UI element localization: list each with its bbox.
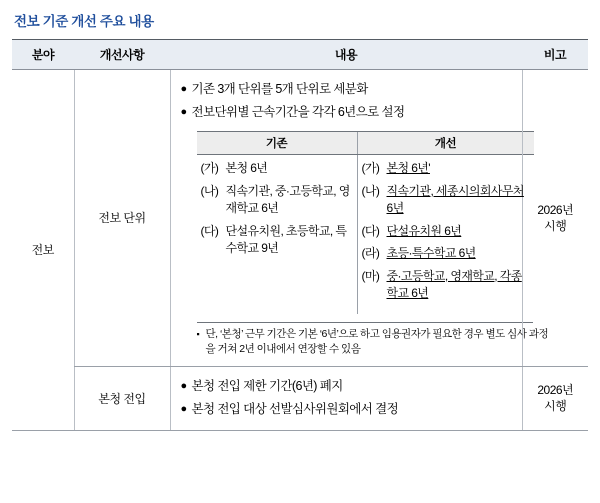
- cell-content-head-office-transfer: [170, 366, 522, 430]
- list-item: [362, 245, 528, 263]
- bullet-text: 전보단위별 근속기간을 각각 6년으로 설정: [191, 105, 405, 119]
- bullet-list: [177, 74, 516, 129]
- note-line-2: 시행: [544, 218, 567, 233]
- cell-item-head-office-transfer: 본청 전입: [74, 366, 170, 430]
- bullet-dot-icon: ●: [180, 402, 187, 415]
- footnote-text: 단, ‘본청’ 근무 기간은 기본 ‘6년’으로 하고 임용권자가 필요한 경우 별도 심사 과정을 거쳐 2년 이내에서 연장할 수 있음: [205, 327, 549, 355]
- column-header-field: 분야: [12, 40, 74, 70]
- bullet-list: [177, 371, 516, 426]
- bullet-text: 기존 3개 단위를 5개 단위로 세분화: [191, 82, 368, 96]
- cell-note-head-office-transfer: [522, 366, 588, 430]
- comparison-table-body: [197, 155, 534, 314]
- note-line-2: 시행: [544, 399, 567, 413]
- table-row: [12, 70, 588, 367]
- bullet-dot-icon: ●: [180, 106, 187, 118]
- table-row: [12, 366, 588, 430]
- list-item-text: 본청 6년': [386, 161, 430, 175]
- note-line-1: 2026년: [537, 202, 574, 217]
- bullet-item: [181, 378, 516, 394]
- list-item-label: (가): [200, 161, 219, 175]
- footnote-dot-icon: ▪: [196, 328, 200, 339]
- bullet-text: 본청 전입 제한 기간(6년) 폐지: [191, 378, 343, 393]
- list-item-text: 단설유치원, 초등학교, 특수학교 9년: [225, 223, 347, 255]
- footnote-divider: [197, 322, 533, 323]
- footnote: [197, 327, 549, 357]
- comparison-table-header: [197, 132, 534, 155]
- bullet-item: [181, 104, 516, 120]
- comparison-header-after: 개선: [357, 132, 534, 155]
- note-line-1: 2026년: [537, 383, 574, 397]
- list-item-text: 직속기관, 중·고등학교, 영재학교 6년: [225, 183, 350, 215]
- list-item-label: (마): [361, 268, 380, 283]
- list-item: [362, 268, 528, 303]
- cell-before-list: [197, 155, 358, 314]
- list-item-label: (다): [361, 223, 380, 238]
- list-item-text: 초등·특수학교 6년: [386, 246, 476, 260]
- comparison-row: [197, 155, 534, 314]
- column-header-item: 개선사항: [74, 40, 170, 70]
- bullet-item: [181, 401, 516, 417]
- list-item: [362, 183, 528, 218]
- column-header-note: 비고: [522, 40, 588, 70]
- table-header-row: [12, 40, 588, 70]
- cell-item-transfer-unit: 전보 단위: [74, 70, 170, 367]
- comparison-header-before: 기존: [197, 132, 358, 155]
- bullet-text: 본청 전입 대상 선발심사위원회에서 결정: [191, 401, 399, 416]
- list-item-label: (가): [361, 161, 380, 175]
- list-item-text: 단설유치원 6년: [386, 223, 462, 238]
- column-header-content: 내용: [170, 40, 522, 70]
- bullet-dot-icon: ●: [180, 379, 187, 392]
- page-title: 전보 기준 개선 주요 내용: [14, 14, 154, 29]
- table-body: [12, 70, 588, 431]
- improvement-table: [12, 39, 588, 431]
- list-item-label: (나): [200, 183, 219, 198]
- list-item: [201, 183, 351, 218]
- comparison-table: [197, 131, 534, 314]
- cell-content-transfer-unit: [170, 70, 549, 367]
- cell-after-list: [357, 155, 534, 314]
- list-item: [362, 223, 528, 241]
- list-item: [201, 223, 351, 258]
- list-item: [201, 160, 351, 178]
- table-header: [12, 40, 588, 70]
- list-item-label: (라): [361, 246, 380, 260]
- list-item-text: 본청 6년: [225, 161, 268, 175]
- cell-note-transfer-unit: [522, 70, 588, 367]
- comparison-header-row: [197, 132, 534, 155]
- list-item-text: 직속기관, 세종시의회사무처 6년: [386, 183, 524, 215]
- bullet-dot-icon: ●: [180, 83, 187, 95]
- list-item-text: 중·고등학교, 영재학교, 각종학교 6년: [386, 268, 522, 300]
- list-item-label: (나): [361, 183, 380, 198]
- cell-field-jeonbo: 전보: [12, 70, 74, 431]
- bullet-item: [181, 81, 516, 97]
- list-item: [362, 160, 528, 178]
- list-item-label: (다): [200, 223, 219, 238]
